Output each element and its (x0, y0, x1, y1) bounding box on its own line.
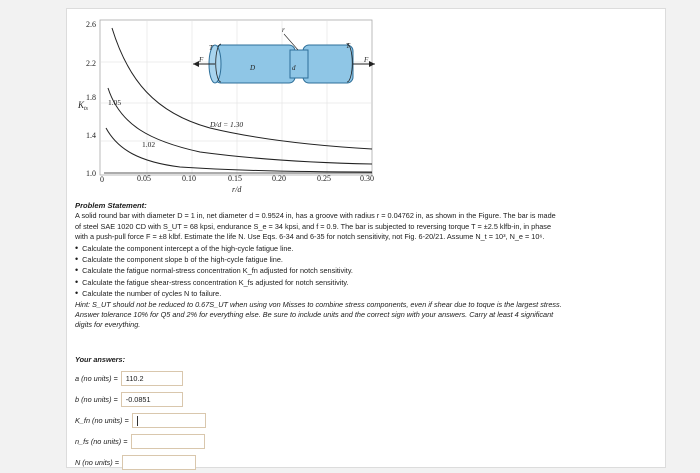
answer-input-kfs[interactable] (131, 434, 205, 449)
answer-input-b[interactable]: -0.0851 (121, 392, 183, 407)
answer-row-a (75, 368, 206, 389)
answer-input-kfn[interactable] (132, 413, 206, 428)
diagram-label: T (346, 42, 350, 50)
y-tick: 1.8 (86, 93, 96, 102)
answer-row-n (75, 452, 206, 473)
hint-line: Hint: S_UT should not be reduced to 0.67S_UT when using von Misses to combine stress components, even if shear due to toque is the largest stress. (75, 299, 562, 309)
x-axis-label: r/d (232, 185, 242, 194)
problem-statement (75, 201, 665, 331)
bar-right-section (303, 45, 353, 83)
task-bullet: • Calculate the number of cycles N to failure. (75, 288, 665, 299)
answers-section (75, 355, 206, 473)
hint-line: Answer tolerance 10% for Q5 and 2% for everything else. Be sure to include units and the correct sign with your answers. Carry at least 4 significant (75, 310, 554, 320)
chart-frame (100, 20, 372, 175)
diagram-label: T (209, 44, 213, 52)
y-tick: 1.4 (86, 131, 96, 140)
problem-title: Problem Statement: (75, 201, 147, 210)
answer-label: n_fs (no units) = (75, 437, 128, 446)
diagram-label: D (250, 64, 256, 72)
text-cursor (137, 416, 138, 426)
diagram-label: r (282, 26, 285, 34)
problem-line: with a push-pull force F = ±8 klbf. Estimate the life N. Use Eqs. 6-34 and 6-35 for notch sensitivity, not Fig. 6-20/21. Assume N_t = 10³, N_e = 10⁶. (75, 232, 545, 242)
answer-label: b (no units) = (75, 395, 118, 404)
answer-row-kfs (75, 431, 206, 452)
curve-label: 1.02 (142, 140, 156, 149)
task-bullet: • Calculate the component slope b of the high-cycle fatigue line. (75, 254, 665, 265)
task-bullet: • Calculate the fatigue normal-stress concentration K_fn adjusted for notch sensitivity. (75, 265, 665, 276)
chart-grid (100, 20, 372, 175)
x-tick: 0.20 (272, 174, 286, 183)
task-bullet: • Calculate the component intercept a of the high-cycle fatigue line. (75, 243, 665, 254)
answer-row-b (75, 389, 206, 410)
y-tick: 1.0 (86, 169, 96, 178)
grooved-bar-diagram (193, 26, 375, 83)
x-tick: 0.15 (228, 174, 242, 183)
x-tick: 0.10 (182, 174, 196, 183)
diagram-label: F (364, 56, 369, 64)
problem-line: of steel SAE 1020 CD with S_UT = 68 kpsi, endurance S_e = 34 kpsi, and f = 0.9. The bar is subjected to reversing torque T = ±2.5 klfb-in, in phase (75, 221, 552, 231)
problem-line: A solid round bar with diameter D = 1 in, net diameter d = 0.9524 in, has a groove with radius r = 0.04762 in, as shown in the Figure. The bar is made (75, 211, 556, 221)
hint-line: digits for everything. (75, 320, 141, 330)
curve-label: 1.05 (108, 98, 122, 107)
answer-row-kfn (75, 410, 206, 431)
y-tick: 2.6 (86, 20, 96, 29)
stress-concentration-figure (0, 0, 700, 200)
x-tick: 0.25 (317, 174, 331, 183)
y-axis-label: $K_{ts}$ (78, 100, 89, 112)
x-tick: 0.30 (360, 174, 374, 183)
answer-input-n[interactable] (122, 455, 196, 470)
diagram-label: F (199, 56, 204, 64)
answer-label: a (no units) = (75, 374, 118, 383)
answer-label: N (no units) = (75, 458, 120, 467)
answer-label: K_fn (no units) = (75, 416, 129, 425)
dd-label: D/d = 1.30 (210, 120, 244, 129)
answer-input-a[interactable]: 110.2 (121, 371, 183, 386)
task-bullet: • Calculate the fatigue shear-stress concentration K_fs adjusted for notch sensitivity. (75, 277, 665, 288)
x-tick: 0 (100, 175, 104, 184)
answers-heading: Your answers: (75, 355, 126, 364)
y-tick: 2.2 (86, 59, 96, 68)
diagram-label: d (292, 64, 296, 72)
x-tick: 0.05 (137, 174, 151, 183)
